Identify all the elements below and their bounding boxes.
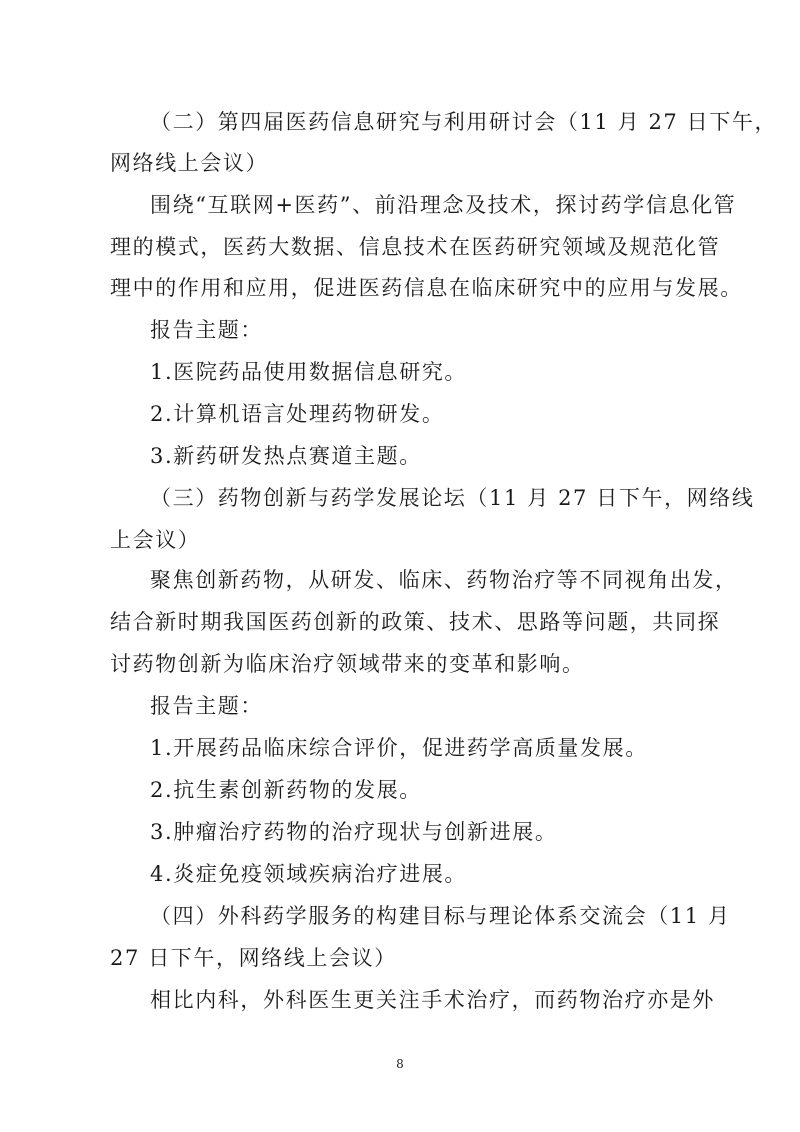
paragraph-line: 围绕“互联网+医药”、前沿理念及技术，探讨药学信息化管 <box>150 193 737 217</box>
section-heading-line: 网络线上会议） <box>110 151 269 175</box>
topic-item: 3.肿瘤治疗药物的治疗现状与创新进展。 <box>150 820 558 844</box>
topic-item: 1.开展药品临床综合评价，促进药学高质量发展。 <box>150 736 648 760</box>
section-heading-line: 27 日下午，网络线上会议） <box>110 946 397 970</box>
topics-label: 报告主题： <box>150 318 263 342</box>
paragraph-line: 聚焦创新药物，从研发、临床、药物治疗等不同视角出发， <box>150 568 738 592</box>
topic-item: 4.炎症免疫领域疾病治疗进展。 <box>150 862 468 886</box>
section-heading-line: （四）外科药学服务的构建目标与理论体系交流会（11 月 <box>150 904 731 928</box>
paragraph-line: 结合新时期我国医药创新的政策、技术、思路等问题，共同探 <box>110 610 721 634</box>
topics-label: 报告主题： <box>150 694 263 718</box>
paragraph-line: 理的模式，医药大数据、信息技术在医药研究领域及规范化管 <box>110 235 721 259</box>
page-number: 8 <box>396 1057 404 1071</box>
topic-item: 3.新药研发热点赛道主题。 <box>150 444 422 468</box>
section-heading-line: 上会议） <box>110 528 201 552</box>
paragraph-line: 讨药物创新为临床治疗领域带来的变革和影响。 <box>110 652 585 676</box>
paragraph-line: 相比内科，外科医生更关注手术治疗，而药物治疗亦是外 <box>150 988 715 1012</box>
topic-item: 2.抗生素创新药物的发展。 <box>150 778 422 802</box>
section-heading-line: （三）药物创新与药学发展论坛（11 月 27 日下午，网络线 <box>150 486 755 510</box>
section-heading-line: （二）第四届医药信息研究与利用研讨会（11 月 27 日下午， <box>150 110 778 134</box>
topic-item: 1.医院药品使用数据信息研究。 <box>150 360 468 384</box>
topic-item: 2.计算机语言处理药物研发。 <box>150 402 445 426</box>
paragraph-line: 理中的作用和应用，促进医药信息在临床研究中的应用与发展。 <box>110 276 743 300</box>
